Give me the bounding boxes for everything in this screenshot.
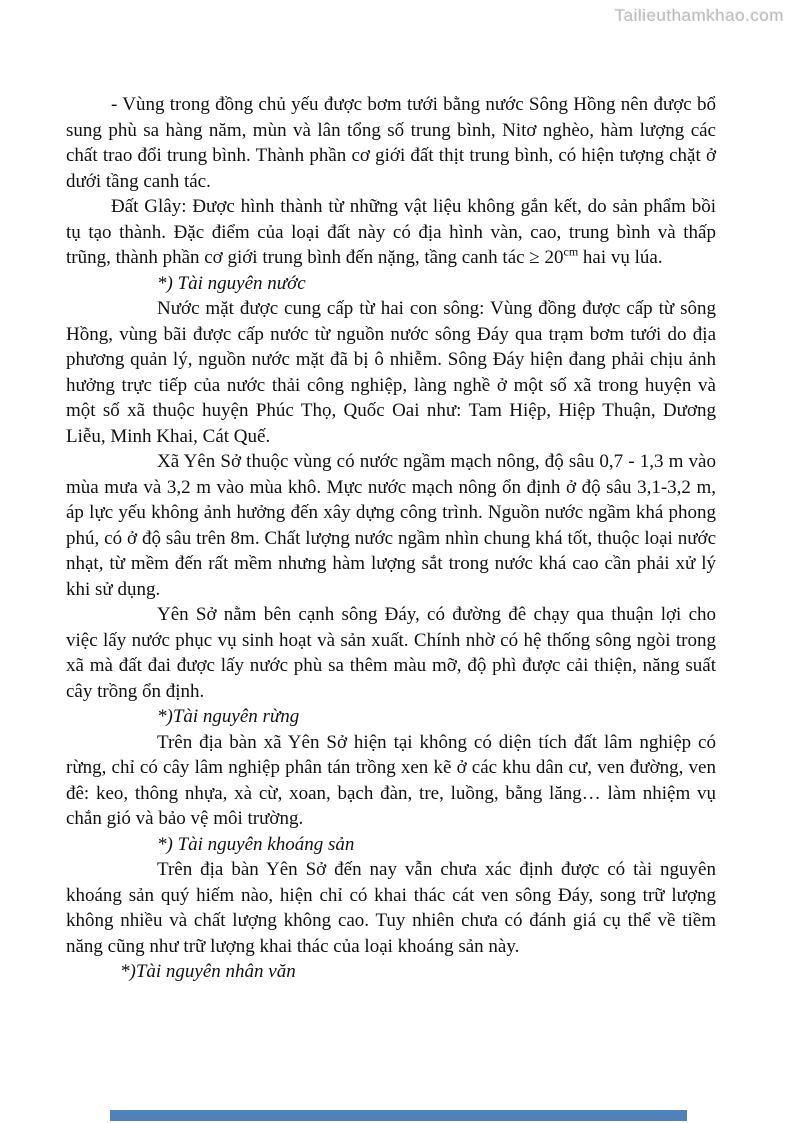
footer-bar	[110, 1110, 687, 1121]
text-segment: hai vụ lúa.	[578, 247, 663, 268]
paragraph	[66, 730, 716, 832]
text-segment: - Vùng trong đồng chủ yếu được bơm tưới bằng nước Sông Hồng nên được bổ sung phù sa hàng năm, mùn và lân tổng số trung bình, Nitơ nghèo, hàm lượng các chất trao đổi trung bình. Thành phần cơ giới đất thịt trung bình, có hiện tượng chặt ở dưới tầng canh tác.	[66, 94, 716, 192]
section-heading	[66, 271, 716, 297]
text-segment: Đất Glây: Được hình thành từ những vật liệu không gắn kết, do sản phẩm bồi tụ tạo thành. Đặc điểm của loại đất này có địa hình vàn, cao, trung bình và thấp trũng, thành phần cơ giới trung bình đến nặng, tầng canh tác ≥ 20	[66, 196, 716, 268]
paragraph	[66, 92, 716, 194]
paragraph	[66, 857, 716, 959]
section-heading	[66, 959, 716, 985]
text-segment: Trên địa bàn xã Yên Sở hiện tại không có diện tích đất lâm nghiệp có rừng, chỉ có cây lâm nghiệp phân tán trồng xen kẽ ở các khu dân cư, ven đường, ven đê: keo, thông nhựa, xà cừ, xoan, bạch đàn, tre, luồng, bằng lăng… làm nhiệm vụ chắn gió và bảo vệ môi trường.	[66, 731, 716, 829]
paragraph	[66, 449, 716, 602]
text-segment: Nước mặt được cung cấp từ hai con sông: Vùng đồng được cấp từ sông Hồng, vùng bãi được cấp nước từ nguồn nước sông Đáy qua trạm bơm tưới do địa phương quản lý, nguồn nước mặt đã bị ô nhiễm. Sông Đáy hiện đang phải chịu ảnh hưởng trực tiếp của nước thải công nghiệp, làng nghề ở một số xã trong huyện và một số xã thuộc huyện Phúc Thọ, Quốc Oai như: Tam Hiệp, Hiệp Thuận, Dương Liễu, Minh Khai, Cát Quế.	[66, 298, 716, 447]
section-heading	[66, 704, 716, 730]
superscript-text: cm	[563, 244, 579, 259]
section-heading	[66, 832, 716, 858]
document-body	[66, 92, 716, 985]
text-segment: Trên địa bàn Yên Sở đến nay vẫn chưa xác định được có tài nguyên khoáng sản quý hiếm nào, hiện chỉ có khai thác cát ven sông Đáy, song trữ lượng không nhiều và chất lượng không cao. Tuy nhiên chưa có đánh giá cụ thể về tiềm năng cũng như trữ lượng khai thác của loại khoáng sản này.	[66, 859, 716, 957]
text-segment: *) Tài nguyên nước	[157, 272, 306, 294]
paragraph	[66, 296, 716, 449]
text-segment: Yên Sở nằm bên cạnh sông Đáy, có đường đê chạy qua thuận lợi cho việc lấy nước phục vụ sinh hoạt và sản xuất. Chính nhờ có hệ thống sông ngòi trong xã mà đất đai được lấy nước phù sa thêm màu mỡ, độ phì được cải thiện, năng suất cây trồng ổn định.	[66, 604, 716, 702]
text-segment: *) Tài nguyên khoáng sản	[157, 833, 355, 855]
text-segment: *)Tài nguyên rừng	[157, 706, 300, 727]
watermark: Tailieuthamkhao.com	[614, 6, 784, 25]
paragraph	[66, 194, 716, 271]
paragraph	[66, 602, 716, 704]
text-segment: Xã Yên Sở thuộc vùng có nước ngầm mạch nông, độ sâu 0,7 - 1,3 m vào mùa mưa và 3,2 m vào mùa khô. Mực nước mạch nông ổn định ở độ sâu 3,1-3,2 m, áp lực yếu không ảnh hưởng đến xây dựng công trình. Nguồn nước ngầm khá phong phú, có ở độ sâu trên 8m. Chất lượng nước ngầm nhìn chung khá tốt, thuộc loại nước nhạt, từ mềm đến rất mềm nhưng hàm lượng sắt trong nước khá cao cần phải xử lý khi sử dụng.	[66, 451, 716, 600]
text-segment: *)Tài nguyên nhân văn	[120, 961, 296, 982]
